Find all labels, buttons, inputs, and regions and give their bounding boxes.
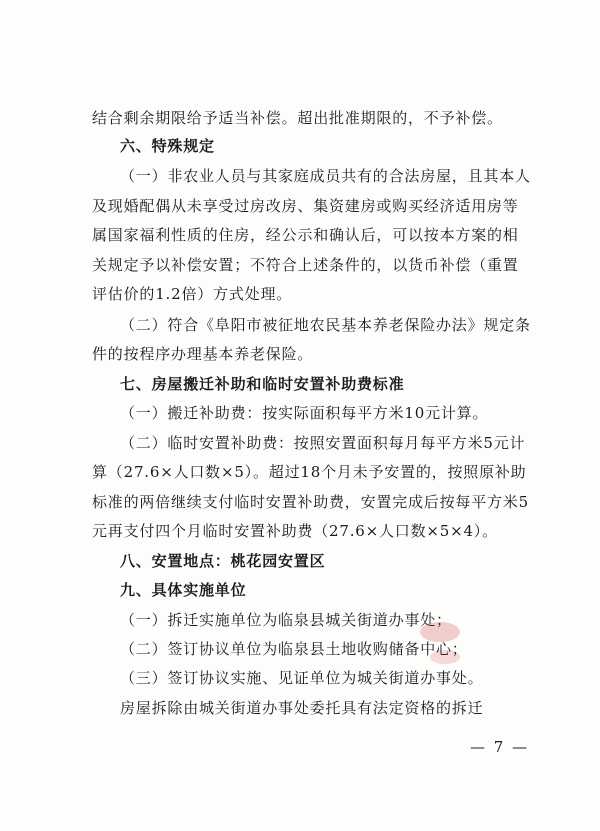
body-text-line: 及现婚配偶从未享受过房改房、集资建房或购买经济适用房等 bbox=[92, 197, 519, 215]
body-text-line: 算（27.6×人口数×5）。超过18个月未予安置的，按照原补助 bbox=[92, 463, 527, 481]
red-stamp-mark bbox=[430, 650, 460, 664]
body-text-line: 结合剩余期限给予适当补偿。超出批准期限的，不予补偿。 bbox=[92, 109, 503, 127]
body-text-line: （二）签订协议单位为临泉县土地收购储备中心； bbox=[120, 640, 468, 658]
section-heading: 九、具体实施单位 bbox=[120, 581, 247, 599]
body-text-line: （三）签订协议实施、见证单位为城关街道办事处。 bbox=[120, 669, 484, 687]
page-number: — 7 — bbox=[470, 738, 530, 756]
body-text-line: 件的按程序办理基本养老保险。 bbox=[92, 345, 314, 363]
section-heading: 七、房屋搬迁补助和临时安置补助费标准 bbox=[120, 375, 405, 393]
body-text-line: 评估价的1.2倍）方式处理。 bbox=[92, 285, 293, 303]
body-text-line: （二）临时安置补助费：按照安置面积每月每平方米5元计 bbox=[120, 434, 526, 452]
body-text-line: 标准的两倍继续支付临时安置补助费，安置完成后按每平方米5 bbox=[92, 493, 529, 511]
body-text-line: 元再支付四个月临时安置补助费（27.6×人口数×5×4）。 bbox=[92, 522, 498, 540]
body-text-line: （二）符合《阜阳市被征地农民基本养老保险办法》规定条 bbox=[120, 316, 531, 334]
body-text-line: 属国家福利性质的住房，经公示和确认后，可以按本方案的相 bbox=[92, 226, 519, 244]
body-text-line: 房屋拆除由城关街道办事处委托具有法定资格的拆迁 bbox=[120, 699, 484, 717]
body-text-line: （一）搬迁补助费：按实际面积每平方米10元计算。 bbox=[120, 404, 489, 422]
body-text-line: （一）非农业人员与其家庭成员共有的合法房屋，且其本人 bbox=[120, 167, 531, 185]
body-text-line: （一）拆迁实施单位为临泉县城关街道办事处； bbox=[120, 611, 452, 629]
section-heading: 六、特殊规定 bbox=[120, 137, 215, 155]
section-heading: 八、安置地点：桃花园安置区 bbox=[120, 552, 326, 570]
body-text-line: 关规定予以补偿安置；不符合上述条件的，以货币补偿（重置 bbox=[92, 256, 519, 274]
